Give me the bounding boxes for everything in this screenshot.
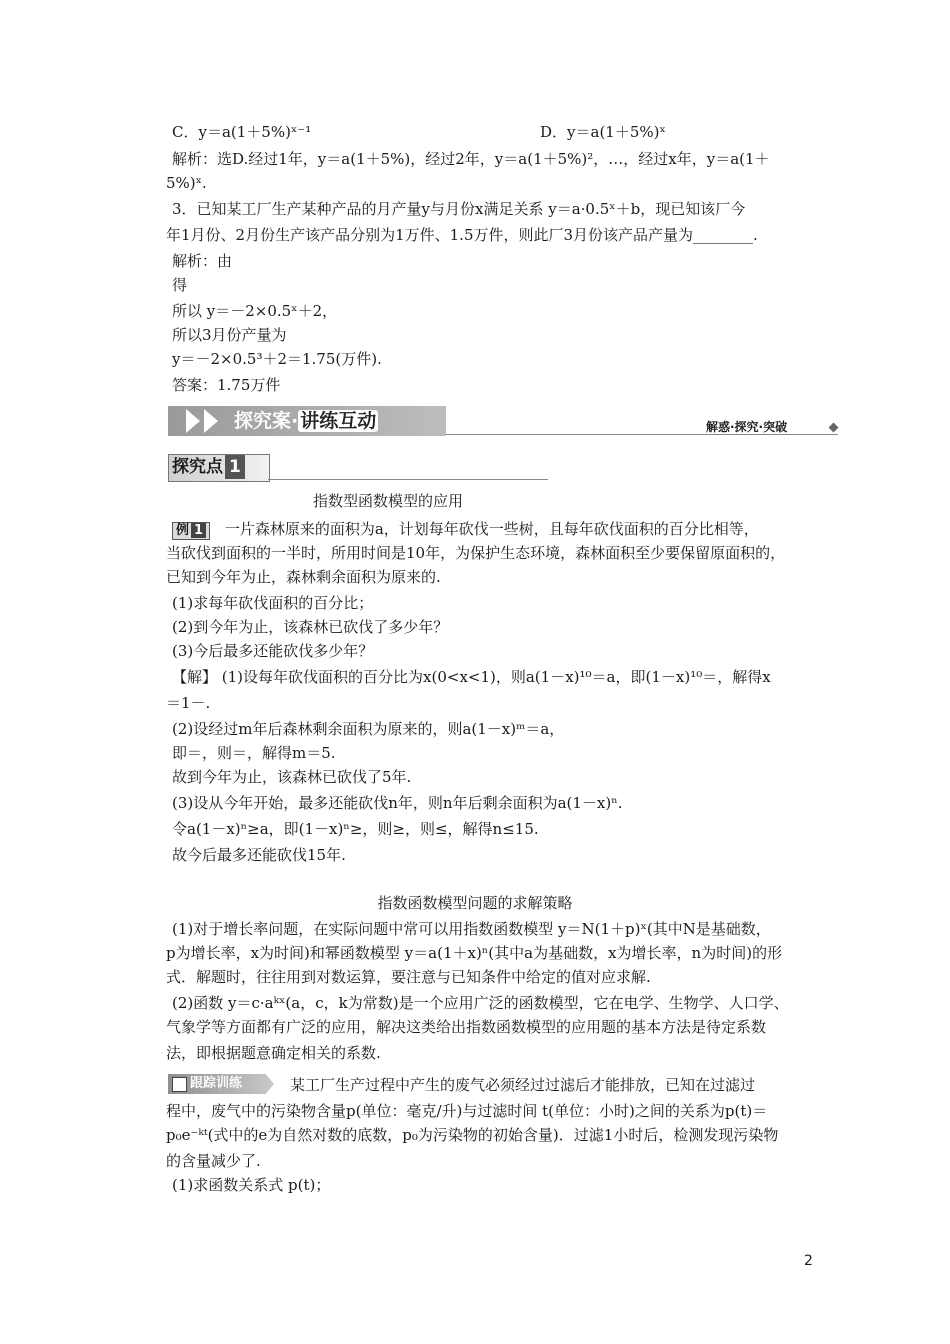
training-line-4: 的含量减少了.: [166, 1152, 261, 1170]
solution-line-8: 故今后最多还能砍伐15年.: [172, 846, 346, 864]
checklist-icon: [172, 1077, 187, 1092]
analysis-line-2: 5%)ˣ.: [166, 174, 207, 192]
solution-line-5: 故到今年为止，该森林已砍伐了5年.: [172, 768, 412, 786]
question-3-line-1: 3．已知某工厂生产某种产品的月产量y与月份x满足关系 y＝a·0.5ˣ＋b，现已知该厂今: [172, 200, 746, 218]
banner-title-right: 讲练互动: [300, 410, 377, 432]
example-line-2: 当砍伐到面积的一半时，所用时间是10年，为保护生态环境，森林面积至少要保留原面积的，: [166, 544, 786, 562]
solution-line-2: ＝1－.: [166, 694, 211, 712]
example-text-1: 一片森林原来的面积为a，计划每年砍伐一些树，且每年砍伐面积的百分比相等，: [224, 520, 759, 538]
strategy-line-2: p为增长率，x为时间)和幂函数模型 y＝a(1＋x)ⁿ(其中a为基础数，x为增长率，n为时间)的形: [166, 944, 783, 962]
banner-title: [234, 409, 378, 433]
inquiry-point-rule: [268, 479, 548, 480]
training-q1: (1)求函数关系式 p(t)；: [172, 1176, 331, 1194]
question-3-line-2: 年1月份、2月份生产该产品分别为1万件、1.5万件，则此厂3月份该产品产量为________.: [166, 226, 758, 244]
training-line-3: p₀e⁻ᵏᵗ(式中的e为自然对数的底数，p₀为污染物的初始含量)．过滤1小时后，检测发现污染物: [166, 1126, 779, 1144]
analysis-line-1: 解析：选D.经过1年，y＝a(1＋5%)，经过2年，y＝a(1＋5%)²，…，经过x年，y＝a(1＋: [172, 150, 770, 168]
training-line-2: 程中，废气中的污染物含量p(单位：毫克/升)与过滤时间 t(单位：小时)之间的关系为p(t)＝: [166, 1102, 768, 1120]
option-c: C．y＝a(1＋5%)ˣ⁻¹: [172, 123, 312, 141]
example-q3: (3)今后最多还能砍伐多少年？: [172, 642, 374, 660]
strategy-line-6: 法，即根据题意确定相关的系数.: [166, 1044, 381, 1062]
example-q2: (2)到今年为止，该森林已砍伐了多少年？: [172, 618, 449, 636]
strategy-line-3: 式．解题时，往往用到对数运算，要注意与已知条件中给定的值对应求解.: [166, 968, 651, 986]
section-title: 指数型函数模型的应用: [312, 492, 463, 510]
solution-line-1: 【解】 (1)设每年砍伐面积的百分比为x(0<x<1)，则a(1－x)¹⁰＝a，即(1－x)¹⁰＝，解得x: [172, 668, 771, 686]
answer-3: 答案：1.75万件: [172, 376, 281, 394]
example-tag-label: 例: [176, 523, 190, 538]
example-q1: (1)求每年砍伐面积的百分比；: [172, 594, 374, 612]
banner-subtitle: 解惑·探究·突破: [706, 420, 788, 434]
inquiry-point-label: 探究点: [172, 457, 223, 477]
banner-title-left: 探究案·: [234, 410, 299, 432]
solution-line-3: (2)设经过m年后森林剩余面积为原来的，则a(1－x)ᵐ＝a，: [172, 720, 565, 738]
example-tag: [172, 522, 210, 540]
inquiry-point-number: 1: [225, 455, 245, 479]
analysis-3-line-2: 得: [172, 276, 188, 294]
strategy-line-1: (1)对于增长率问题，在实际问题中常可以用指数函数模型 y＝N(1＋p)ˣ(其中N是基础数，: [172, 920, 771, 938]
training-line-1: 某工厂生产过程中产生的废气必须经过过滤后才能排放，已知在过滤过: [290, 1076, 756, 1094]
strategy-line-5: 气象学等方面都有广泛的应用，解决这类给出指数函数模型的应用题的基本方法是待定系数: [166, 1018, 767, 1036]
analysis-3-line-1: 解析：由: [172, 252, 233, 270]
strategy-line-4: (2)函数 y＝c·aᵏˣ(a，c，k为常数)是一个应用广泛的函数模型，它在电学、生物学、人口学、: [172, 994, 789, 1012]
chevron-icon-2: [204, 409, 218, 433]
inquiry-point-heading: [172, 455, 245, 479]
solution-line-6: (3)设从今年开始，最多还能砍伐n年，则n年后剩余面积为a(1－x)ⁿ.: [172, 794, 623, 812]
example-line-3: 已知到今年为止，森林剩余面积为原来的.: [166, 568, 441, 586]
diamond-icon: [829, 423, 839, 433]
page-number: 2: [804, 1253, 813, 1269]
analysis-3-line-4: 所以3月份产量为: [172, 326, 287, 344]
example-tag-number: 1: [191, 523, 206, 538]
solution-line-7: 令a(1－x)ⁿ≥a，即(1－x)ⁿ≥，则≥，则≤，解得n≤15.: [172, 820, 539, 838]
example-line-1: [172, 518, 759, 540]
option-d: D．y＝a(1＋5%)ˣ: [540, 123, 666, 141]
chevron-icon: [186, 409, 200, 433]
training-tag: 跟踪训练: [190, 1076, 243, 1091]
analysis-3-line-3: 所以 y＝－2×0.5ˣ＋2，: [172, 302, 338, 320]
strategy-title: 指数函数模型问题的求解策略: [377, 894, 573, 912]
analysis-3-line-5: y＝－2×0.5³＋2＝1.75(万件).: [172, 350, 382, 368]
solution-line-4: 即＝，则＝，解得m＝5.: [172, 744, 336, 762]
